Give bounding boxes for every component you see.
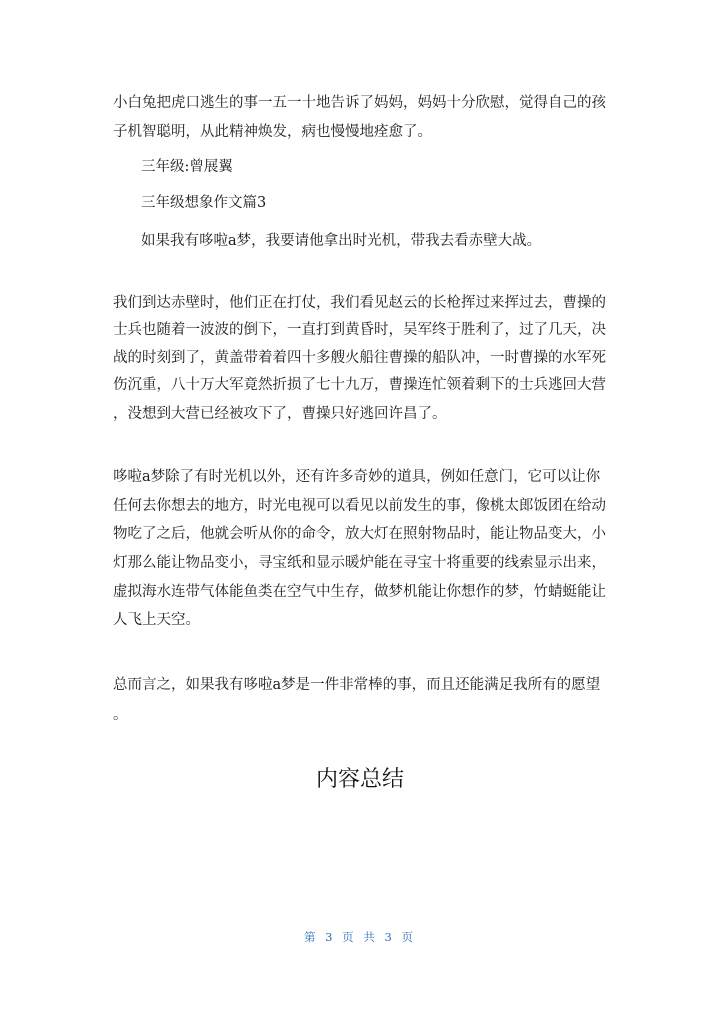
paragraph-line: 士兵也随着一波波的倒下，一直打到黄昏时，吴军终于胜利了，过了几天，决 bbox=[113, 322, 606, 338]
paragraph-line: 物吃了之后，他就会听从你的命令，放大灯在照射物品时，能让物品变大，小 bbox=[113, 526, 606, 542]
essay-title: 三年级想象作文篇3 bbox=[141, 195, 267, 211]
paragraph-line: ，没想到大营已经被攻下了，曹操只好逃回许昌了。 bbox=[113, 406, 447, 422]
paragraph-line: 人飞上天空。 bbox=[113, 612, 200, 628]
paragraph-line: 子机智聪明，从此精神焕发，病也慢慢地痊愈了。 bbox=[113, 124, 432, 140]
summary-heading: 内容总结 bbox=[315, 767, 404, 792]
paragraph-line: 小白兔把虎口逃生的事一五一十地告诉了妈妈，妈妈十分欣慰，觉得自己的孩 bbox=[113, 95, 606, 111]
paragraph-line: 总而言之，如果我有哆啦a梦是一件非常棒的事，而且还能满足我所有的愿望 bbox=[113, 677, 601, 693]
paragraph-line: 我们到达赤壁时，他们正在打仗，我们看见赵云的长枪挥过来挥过去，曹操的 bbox=[113, 295, 606, 311]
page-number-footer: 第 3 页 共 3 页 bbox=[304, 930, 416, 944]
paragraph-line: 虚拟海水连带气体能鱼类在空气中生存，做梦机能让你想作的梦，竹蜻蜓能让 bbox=[113, 584, 606, 600]
paragraph-line: 哆啦a梦除了有时光机以外，还有许多奇妙的道具，例如任意门，它可以让你 bbox=[113, 469, 601, 485]
intro-line: 如果我有哆啦a梦，我要请他拿出时光机，带我去看赤壁大战。 bbox=[141, 233, 542, 249]
paragraph-line: 。 bbox=[113, 707, 128, 723]
paragraph-line: 战的时刻到了，黄盖带着着四十多艘火船往曹操的船队冲，一时曹操的水军死 bbox=[113, 350, 606, 366]
paragraph-line: 任何去你想去的地方，时光电视可以看见以前发生的事，像桃太郎饭团在给动 bbox=[113, 498, 606, 514]
paragraph-line: 灯那么能让物品变小，寻宝纸和显示暖炉能在寻宝十将重要的线索显示出来， bbox=[113, 555, 606, 571]
author-line: 三年级:曾展翼 bbox=[141, 159, 233, 175]
paragraph-line: 伤沉重，八十万大军竟然折损了七十九万，曹操连忙领着剩下的士兵逃回大营 bbox=[113, 377, 606, 393]
